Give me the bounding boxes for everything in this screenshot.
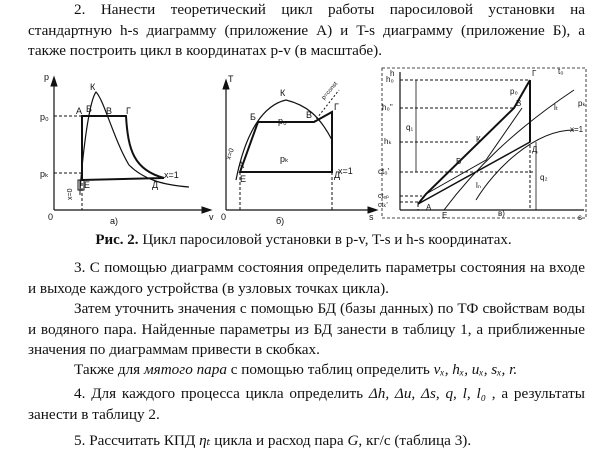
point-A-b: А	[238, 160, 245, 170]
task4-text-2: , а результаты занести в таблицу 2.	[28, 385, 586, 423]
label-ct0p: ct₀'	[378, 167, 390, 176]
point-E-b: Е	[240, 174, 247, 184]
label-hk: hₖ	[384, 137, 392, 146]
label-q2: q₂	[540, 173, 548, 182]
point-K: К	[90, 82, 96, 92]
point-B-c: Б	[456, 157, 462, 166]
label-pk: pₖ	[40, 169, 49, 179]
diagram-T-s	[223, 80, 377, 213]
subfig-a: а)	[110, 216, 119, 226]
label-T: T	[228, 74, 234, 84]
label-ln: lₙ	[476, 181, 481, 190]
wet-steam-italic: мятого пара	[143, 361, 227, 378]
paragraph-db: Затем уточнить значения с помощью БД (базы данных) по ТФ свойствам воды и водяного пара. Найденные параметры из БД занести в таблицу 1, а приближенные значения по диаграммам привести в скобках.	[28, 300, 585, 358]
paragraph-task-5	[28, 431, 585, 452]
paragraph-wet-steam	[28, 360, 585, 381]
label-zero: 0	[48, 212, 54, 222]
label-x1: x=1	[164, 170, 179, 180]
task5-text-2: цикла и расход пара	[210, 432, 348, 449]
point-E: Е	[84, 180, 91, 190]
label-pk-b: pₖ	[280, 154, 289, 164]
point-V: В	[106, 106, 113, 116]
label-h: h	[390, 69, 395, 78]
task5-text-1: 5. Рассчитать КПД	[74, 432, 200, 449]
task5-G: G	[347, 432, 359, 449]
task5-eta: ηₜ	[199, 432, 211, 449]
point-G-c: Г	[532, 69, 537, 78]
label-s: s	[369, 212, 374, 222]
diagram-h-s-labels	[378, 67, 586, 222]
label-h0pp: h₀''	[382, 103, 393, 112]
subfig-c: в)	[498, 209, 505, 218]
point-D: Д	[152, 180, 159, 190]
point-E-c: Е	[442, 211, 448, 220]
point-B: Б	[86, 104, 92, 114]
label-p0: p₀	[40, 112, 49, 122]
point-K-b: К	[280, 88, 286, 98]
point-K-c: К	[476, 135, 481, 144]
paragraph-task-2: 2. Нанести теоретический цикл работы паросиловой установки на стандартную h-s диаграмму (приложение А) и T-s диаграмму (приложение Б), а также построить цикл в координатах p-v (в масштабе).	[28, 1, 585, 59]
diagram-h-s	[382, 68, 586, 218]
label-x0-b: x=0	[225, 147, 236, 161]
label-h0: h₀	[386, 75, 394, 84]
figure-cycle-diagrams	[14, 60, 594, 232]
label-p0-c: p₀	[510, 87, 518, 96]
label-q1: q₁	[406, 123, 414, 132]
label-ctk: ctₖ'	[378, 202, 388, 209]
wet-steam-text-2: с помощью таблиц определить	[226, 361, 434, 378]
label-pk-c: pₖ	[578, 99, 586, 108]
task4-text-1: 4. Для каждого процесса цикла определить	[74, 385, 369, 402]
label-const-b: p=const	[320, 81, 340, 102]
figure-svg	[14, 60, 594, 232]
point-D-b: Д	[334, 170, 341, 180]
point-B-b: Б	[250, 112, 256, 122]
diagram-p-v-labels	[40, 72, 214, 226]
label-x0: x=0	[67, 188, 74, 200]
label-p: p	[44, 72, 50, 82]
label-lt: lₜ	[554, 103, 559, 112]
label-s-c: s	[578, 213, 582, 222]
label-ctep: ctₑₚ	[378, 193, 390, 200]
paragraph-task-4	[28, 384, 585, 425]
label-p0-b: p₀	[278, 116, 287, 126]
label-x1-b: x=1	[338, 166, 353, 176]
point-A-c: А	[426, 203, 432, 212]
point-A: А	[76, 106, 83, 116]
label-t0: t₀	[558, 67, 564, 76]
task5-text-3: , кг/с (таблица 3).	[358, 432, 472, 449]
task4-formula: Δh, Δu, Δs, q, l, l₀	[368, 385, 486, 402]
figure-caption	[0, 232, 607, 249]
label-x1-c: x=1	[570, 125, 584, 134]
point-V-b: В	[306, 110, 313, 120]
point-G-b: Г	[334, 102, 339, 112]
wet-steam-formula: vₓ, hₓ, uₓ, sₓ, r.	[433, 361, 518, 378]
label-v: v	[209, 212, 214, 222]
caption-number: Рис. 2.	[95, 232, 139, 248]
point-G: Г	[126, 106, 131, 116]
point-V-c: В	[516, 99, 522, 108]
wet-steam-text-1: Также для	[74, 361, 144, 378]
subfig-b: б)	[276, 216, 285, 226]
label-zero-b: 0	[221, 212, 227, 222]
paragraph-task-3: 3. С помощью диаграмм состояния определить параметры состояния на входе и выходе каждого устройства (в узловых точках цикла).	[28, 259, 585, 297]
point-D-c: Д	[532, 145, 538, 154]
caption-text: Цикл паросиловой установки в p-v, T-s и h-s координатах.	[138, 232, 512, 248]
diagram-p-v	[51, 77, 211, 213]
